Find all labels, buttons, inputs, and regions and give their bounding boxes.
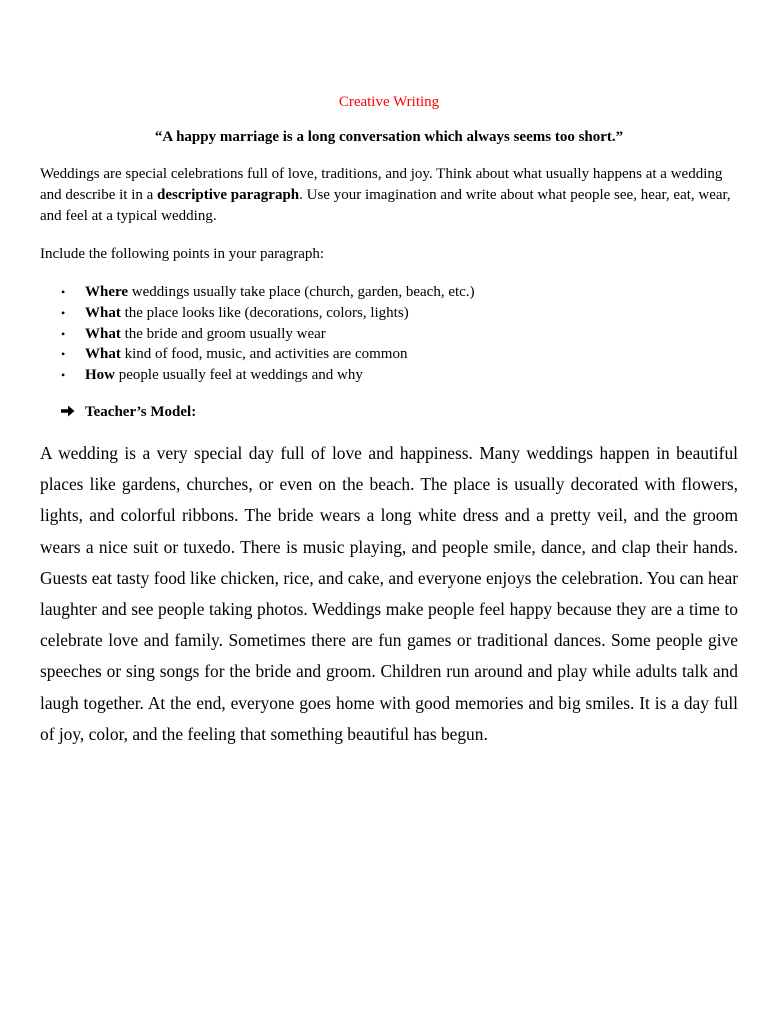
point-keyword: How	[85, 367, 115, 384]
intro-bold-term: descriptive paragraph	[157, 187, 300, 203]
intro-text-end: . Use your imagination and write about what people see, hear, eat, wear, and feel at a typical wedding.	[40, 187, 731, 224]
points-list	[40, 282, 475, 386]
model-essay: A wedding is a very special day full of love and happiness. Many weddings happen in beautiful places like gardens, churches, or even on the beach. The place is usually decorated with flowers, lights, and colorful ribbons. The bride wears a long white dress and a pretty veil, and the groom wears a nice suit or tuxedo. There is music playing, and people smile, dance, and clap their hands. Guests eat tasty food like chicken, rice, and cake, and everyone enjoys the celebration. You can hear laughter and see people taking photos. Weddings make people feel happy because they are a time to celebrate love and family. Sometimes there are fun games or traditional dances. Some people give speeches or sing songs for the bride and groom. Children run around and play while adults talk and laugh together. At the end, everyone goes home with good memories and big smiles. It is a day full of joy, color, and the feeling that something beautiful has begun.	[40, 443, 738, 744]
bullet-icon: •	[61, 368, 66, 383]
point-keyword: Where	[85, 284, 129, 300]
list-item	[40, 282, 475, 303]
teachers-model-label: Teacher’s Model:	[85, 404, 197, 420]
point-keyword: What	[85, 325, 121, 342]
bullet-icon: •	[61, 347, 66, 362]
point-text: kind of food, music, and activities are common	[120, 346, 408, 363]
document-title: Creative Writing	[338, 94, 440, 110]
bullet-icon: •	[61, 305, 66, 320]
list-item	[40, 365, 475, 386]
list-item	[40, 303, 475, 324]
teachers-model-heading	[61, 402, 196, 422]
point-text: weddings usually take place (church, garden, beach, etc.)	[128, 284, 475, 300]
point-text: the bride and groom usually wear	[120, 325, 326, 342]
list-item	[40, 324, 475, 345]
right-arrow-icon	[61, 402, 85, 422]
point-keyword: What	[85, 304, 121, 321]
quote-line: “A happy marriage is a long conversation which always seems too short.”	[154, 129, 624, 145]
point-text: the place looks like (decorations, colors, lights)	[120, 304, 409, 321]
list-item	[40, 344, 475, 365]
point-keyword: What	[85, 346, 121, 363]
bullet-icon: •	[61, 326, 66, 341]
intro-text-start: Weddings are special celebrations full of love, traditions, and joy. Think about what usually happens at a wedding and describe it in a	[40, 166, 723, 203]
bullet-icon: •	[61, 285, 66, 299]
include-label: Include the following points in your paragraph:	[40, 246, 325, 262]
point-text: people usually feel at weddings and why	[115, 367, 363, 384]
intro-paragraph	[40, 164, 738, 227]
